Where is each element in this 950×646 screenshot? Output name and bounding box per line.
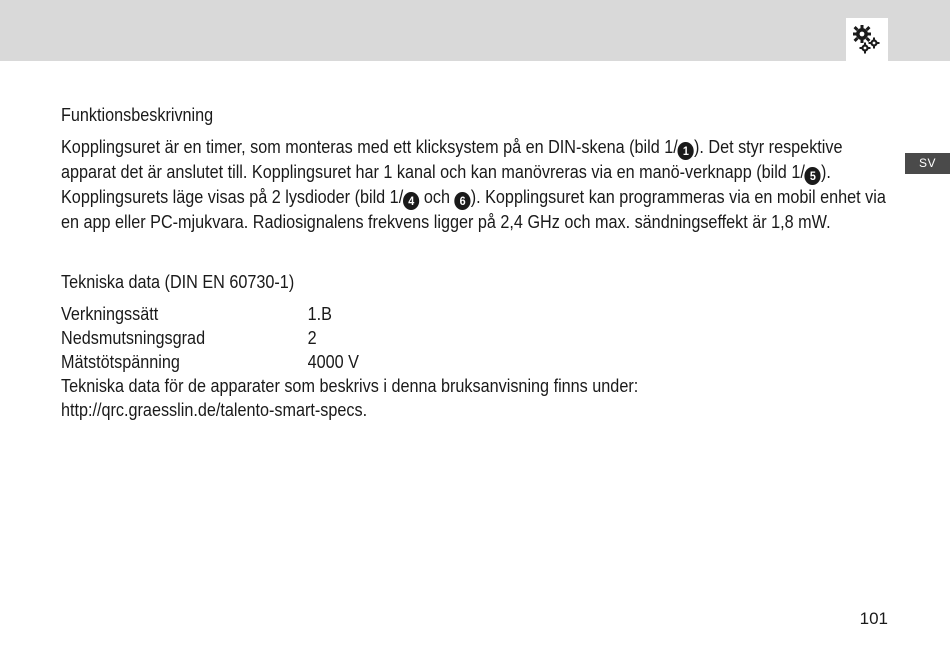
paragraph-text: ). Kopplingsurets läge visas på 2 lysdioder (bild 1/ bbox=[61, 162, 831, 207]
spec-label: Mätstötspänning bbox=[61, 352, 180, 372]
page-number: 101 bbox=[859, 609, 888, 628]
spec-row bbox=[61, 350, 808, 374]
language-tab: SV bbox=[905, 153, 950, 174]
spec-note: Tekniska data för de apparater som beskrivs i denna bruksanvisning finns under: bbox=[61, 376, 639, 396]
function-heading: Funktionsbeskrivning bbox=[61, 105, 214, 125]
spec-value: 1.B bbox=[307, 304, 332, 324]
function-paragraph bbox=[61, 135, 891, 234]
number-4-badge: 4 bbox=[403, 192, 419, 210]
spec-url: http://qrc.graesslin.de/talento-smart-specs. bbox=[61, 400, 368, 420]
header-band bbox=[0, 0, 950, 61]
number-6-badge: 6 bbox=[455, 192, 471, 210]
page-content bbox=[61, 103, 886, 422]
spec-row bbox=[61, 326, 808, 350]
spec-label: Nedsmutsningsgrad bbox=[61, 328, 206, 348]
paragraph-text: Kopplingsuret är en timer, som monteras med ett klicksystem på en DIN-skena (bild 1/ bbox=[61, 137, 678, 157]
gear-tab bbox=[846, 18, 888, 62]
number-5-badge: 5 bbox=[805, 167, 821, 185]
spec-value: 2 bbox=[307, 328, 317, 348]
paragraph-text: ). Det styr respektive apparat det är anslutet till. Kopplingsuret har 1 kanal och kan manövreras via en manö-verknapp (bild 1/ bbox=[61, 137, 843, 182]
spec-label: Verkningssätt bbox=[61, 304, 159, 324]
spec-value: 4000 V bbox=[307, 352, 359, 372]
number-1-badge: 1 bbox=[678, 142, 694, 160]
technical-heading: Tekniska data (DIN EN 60730-1) bbox=[61, 272, 295, 292]
spec-row bbox=[61, 302, 808, 326]
paragraph-text: och bbox=[419, 187, 455, 207]
spacer bbox=[61, 234, 808, 258]
paragraph-text: ). Kopplingsuret kan programmeras via en mobil enhet via en app eller PC-mjukvara. Radiosignalens frekvens ligger på 2,4 GHz och max. sändningseffekt är 1,8 mW. bbox=[61, 187, 886, 232]
gears-icon bbox=[852, 23, 882, 55]
